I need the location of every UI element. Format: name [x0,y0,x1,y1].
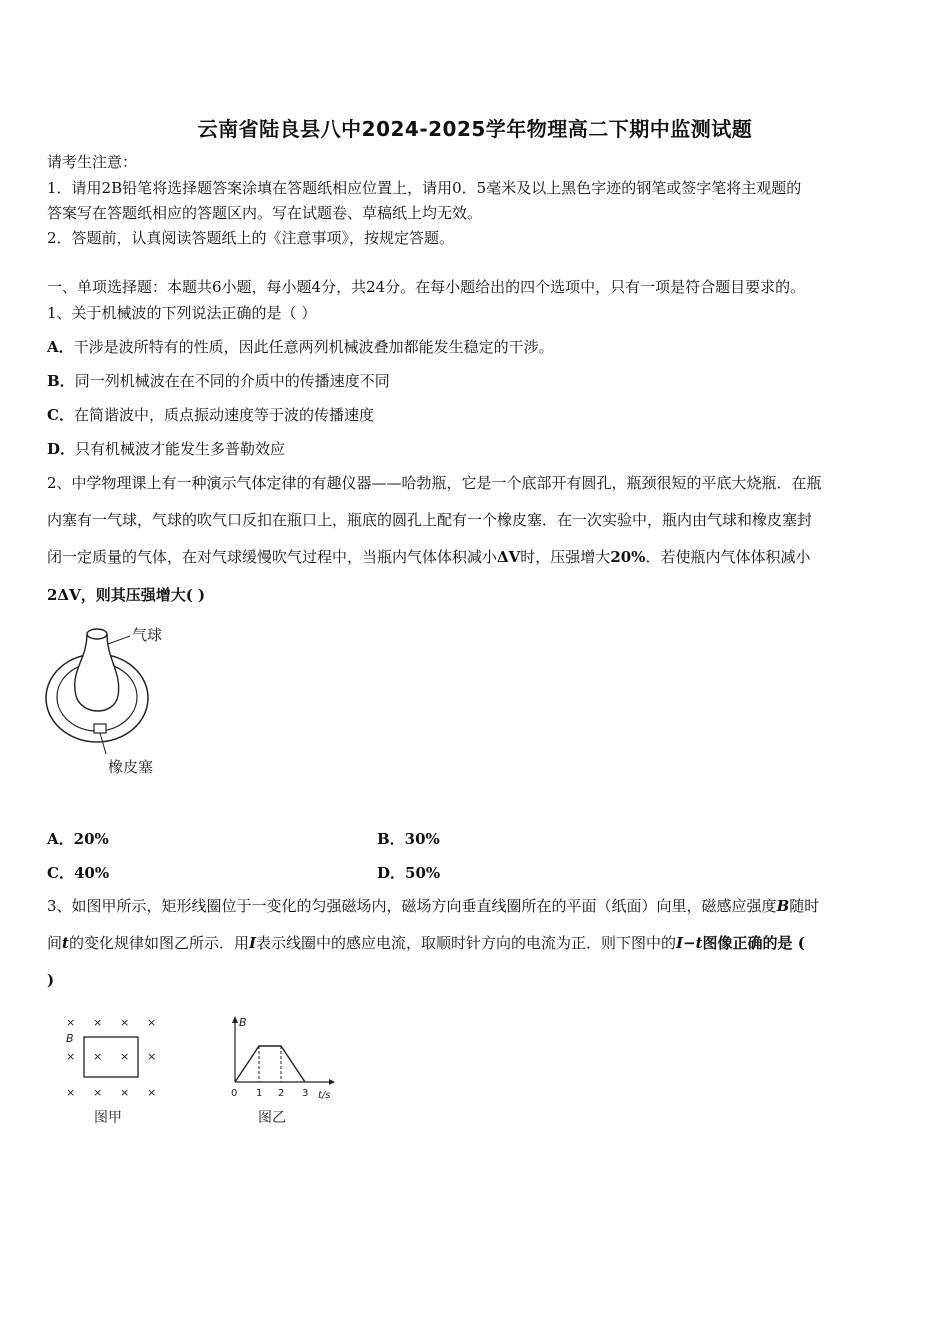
notice-item1-line1: 1．请用2B铅笔将选择题答案涂填在答题纸相应位置上，请用0．5毫米及以上黑色字迹的钢笔或签字笔将主观题的 [47,179,802,197]
q2-line3 [47,547,810,567]
q1-option-c-key: C． [47,406,74,424]
svg-text:×: × [120,1086,130,1099]
notice-item1-line2: 答案写在答题纸相应的答题区内。写在试题卷、草稿纸上均无效。 [47,204,483,222]
q2-delta-v: ΔV [497,548,521,566]
q2-option-b: B．30% [377,830,440,848]
y-axis-arrow [232,1016,238,1023]
tick-3: 3 [302,1088,309,1099]
svg-text:×: × [147,1086,157,1099]
q1-option-a [47,337,554,357]
svg-text:×: × [147,1016,157,1029]
q3-line1 [47,896,819,916]
q1-option-b-key: B． [47,372,75,390]
q2-line2: 内塞有一气球，气球的吹气口反扣在瓶口上，瓶底的圆孔上配有一个橡皮塞．在一次实验中，瓶内由气球和橡皮塞封 [47,511,813,529]
q1-option-d-key: D． [47,440,76,458]
x-axis-arrow [329,1079,335,1085]
x-axis-label: t/s [318,1090,331,1101]
q3-line2 [47,933,805,953]
q2-line4: 2ΔV，则其压强增大( ) [47,586,206,604]
q3-line1-part1: 3、如图甲所示，矩形线圈位于一变化的匀强磁场内，磁场方向垂直线圈所在的平面（纸面）向里，磁感应强度 [47,897,777,915]
q1-option-d [47,439,285,459]
y-axis-label: B [239,1016,247,1029]
balloon-label: 气球 [132,626,163,644]
svg-text:×: × [93,1016,103,1029]
q3-line2-part4: 图像正确的是 ( [702,934,805,952]
figure-b-caption: 图乙 [258,1110,286,1126]
figure-a-coil-in-field [50,1010,175,1135]
figure-b-bt-graph [225,1012,340,1132]
notice-heading: 请考生注意： [47,153,138,171]
tick-2: 2 [278,1088,285,1099]
q1-option-a-text: 干涉是波所特有的性质，因此任意两列机械波叠加都能发生稳定的干涉。 [73,338,554,356]
notice-item2: 2．答题前，认真阅读答题纸上的《注意事项》，按规定答题。 [47,229,455,247]
q1-option-b [47,371,390,391]
svg-text:×: × [120,1050,130,1063]
q1-option-d-text: 只有机械波才能发生多普勒效应 [75,440,286,458]
flask-neck [87,629,107,639]
svg-text:×: × [147,1050,157,1063]
svg-text:×: × [93,1050,103,1063]
q3-line3: ) [47,971,55,989]
q2-option-a: A．20% [47,830,109,848]
svg-text:×: × [66,1016,76,1029]
svg-text:×: × [120,1016,130,1029]
q3-symbol-b: B [776,897,790,915]
svg-text:×: × [93,1086,103,1099]
tick-1: 1 [256,1088,263,1099]
q3-line2-part1: 间 [47,934,63,952]
q1-option-a-key: A． [47,338,74,356]
q3-line2-part3: 表示线圈中的感应电流，取顺时针方向的电流为正．则下图中的 [256,934,677,952]
balloon-leader-line [108,636,130,644]
q2-option-d: D．50% [377,864,441,882]
q3-symbol-i: I [248,934,256,952]
tick-0: 0 [231,1088,238,1099]
section1-heading: 一、单项选择题：本题共6小题，每小题4分，共24分。在每小题给出的四个选项中，只有一项是符合题目要求的。 [47,278,806,296]
q2-line1: 2、中学物理课上有一种演示气体定律的有趣仪器——哈勃瓶，它是一个底部开有圆孔，瓶颈很短的平底大烧瓶．在瓶 [47,474,822,492]
q1-option-c-text: 在简谐波中，质点振动速度等于波的传播速度 [73,406,374,424]
svg-text:×: × [66,1086,76,1099]
stopper-label: 橡皮塞 [108,758,154,776]
q3-line2-part2: 的变化规律如图乙所示．用 [68,934,249,952]
q1-option-c [47,405,374,425]
q3-line1-part2: 随时 [789,897,820,915]
stopper-leader-line [100,733,106,754]
field-crosses [66,1016,156,1099]
rubber-stopper [94,724,106,733]
q1-stem: 1、关于机械波的下列说法正确的是（ ） [47,304,317,322]
q2-option-c: C．40% [47,864,110,882]
q3-symbol-t: t [62,934,69,952]
page-title: 云南省陆良县八中2024-2025学年物理高二下期中监测试题 [197,117,753,141]
q1-option-b-text: 同一列机械波在在不同的介质中的传播速度不同 [74,372,390,390]
figure-a-caption: 图甲 [94,1110,122,1126]
q2-line3-part1: 闭一定质量的气体，在对气球缓慢吹气过程中，当瓶内气体体积减小 [47,548,498,566]
svg-text:×: × [66,1050,76,1063]
b-curve [235,1046,305,1082]
q2-line3-part3: ．若使瓶内气体体积减小 [645,548,811,566]
q3-symbol-it: I−t [676,934,703,952]
q2-percent: 20% [610,548,646,566]
field-label-b: B [66,1032,74,1045]
hubble-flask-figure [42,620,182,785]
q2-line3-part2: 时，压强增大 [520,548,611,566]
balloon [75,634,119,711]
